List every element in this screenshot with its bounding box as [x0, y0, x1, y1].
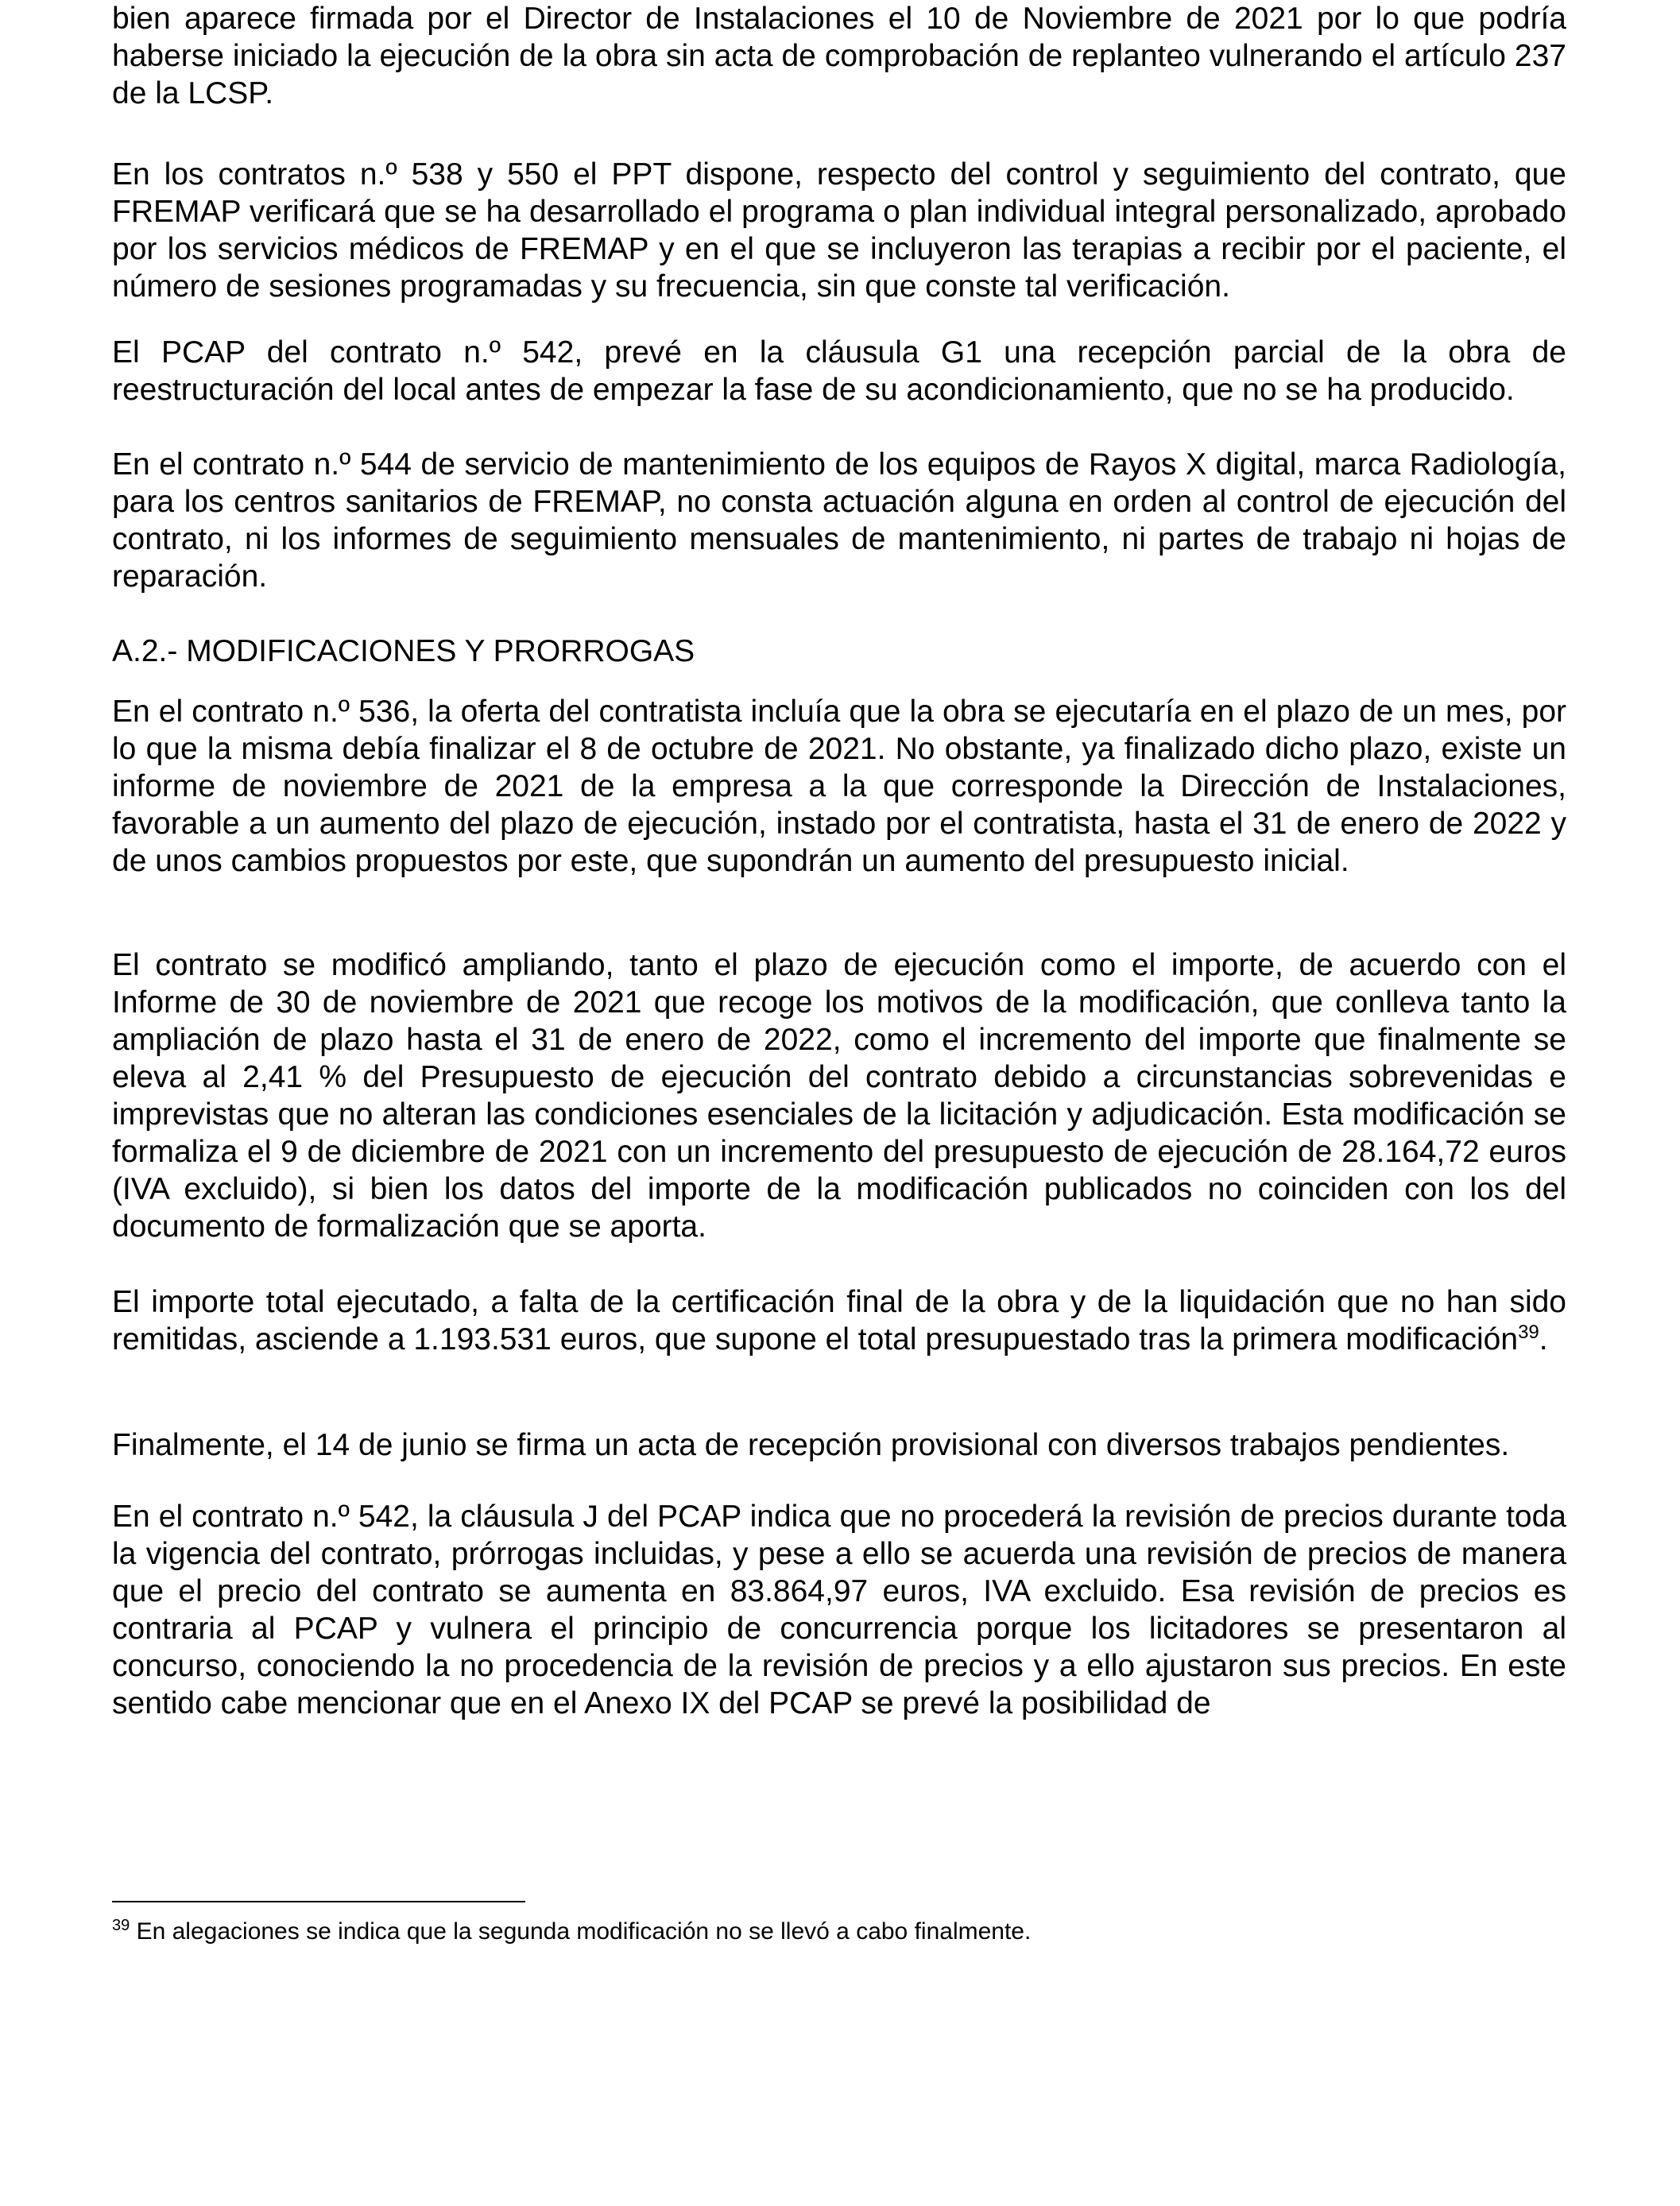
footnote-number: 39: [112, 1917, 130, 1934]
paragraph-1: bien aparece firmada por el Director de Instalaciones el 10 de Noviembre de 2021 por lo que podría haberse iniciado la ejecución de la obra sin acta de comprobación de replanteo vulnerando el artículo 237 de la LCSP.: [112, 2, 1566, 110]
paragraph-6: El contrato se modificó ampliando, tanto el plazo de ejecución como el importe, de acuerdo con el Informe de 30 de noviembre de 2021 que recoge los motivos de la modificación, que conlleva tanto la ampliación de plazo hasta el 31 de enero de 2022, como el incremento del importe que finalmente se eleva al 2,41 % del Presupuesto de ejecución del contrato debido a circunstancias sobrevenidas e imprevistas que no alteran las condiciones esenciales de la licitación y adjudicación. Esta modificación se formaliza el 9 de diciembre de 2021 con un incremento del presupuesto de ejecución de 28.164,72 euros (IVA excluido), si bien los datos del importe de la modificación publicados no coinciden con los del documento de formalización que se aporta.: [112, 948, 1566, 1244]
paragraph-7-text: El importe total ejecutado, a falta de la certificación final de la obra y de la liquidación que no han sido remitidas, asciende a 1.193.531 euros, que supone el total presupuestado tras la primera modificación: [112, 1285, 1566, 1356]
section-heading: A.2.- MODIFICACIONES Y PRORROGAS: [112, 634, 695, 668]
paragraph-5: En el contrato n.º 536, la oferta del contratista incluía que la obra se ejecutaría en el plazo de un mes, por lo que la misma debía finalizar el 8 de octubre de 2021. No obstante, ya finalizado dicho plazo, existe un informe de noviembre de 2021 de la empresa a la que corresponde la Dirección de Instalaciones, favorable a un aumento del plazo de ejecución, instado por el contratista, hasta el 31 de enero de 2022 y de unos cambios propuestos por este, que supondrán un aumento del presupuesto inicial.: [112, 695, 1566, 878]
paragraph-8: Finalmente, el 14 de junio se firma un acta de recepción provisional con diversos trabajos pendientes.: [112, 1428, 1510, 1462]
paragraph-7-end: .: [1539, 1322, 1548, 1356]
footnote-divider: [112, 1901, 525, 1902]
paragraph-3: El PCAP del contrato n.º 542, prevé en la cláusula G1 una recepción parcial de la obra de reestructuración del local antes de empezar la fase de su acondicionamiento, que no se ha producido.: [112, 335, 1566, 407]
footnote-text: En alegaciones se indica que la segunda modificación no se llevó a cabo finalmente.: [136, 1918, 1032, 1945]
footnote-reference[interactable]: 39: [1518, 1322, 1539, 1343]
paragraph-2: En los contratos n.º 538 y 550 el PPT dispone, respecto del control y seguimiento del contrato, que FREMAP verificará que se ha desarrollado el programa o plan individual integral personalizado, aprobado por los servicios médicos de FREMAP y en el que se incluyeron las terapias a recibir por el paciente, el número de sesiones programadas y su frecuencia, sin que conste tal verificación.: [112, 157, 1566, 304]
paragraph-4: En el contrato n.º 544 de servicio de mantenimiento de los equipos de Rayos X digital, marca Radiología, para los centros sanitarios de FREMAP, no consta actuación alguna en orden al control de ejecución del contrato, ni los informes de seguimiento mensuales de mantenimiento, ni partes de trabajo ni hojas de reparación.: [112, 447, 1566, 594]
footnote: [112, 1917, 1566, 1947]
paragraph-9: En el contrato n.º 542, la cláusula J del PCAP indica que no procederá la revisión de precios durante toda la vigencia del contrato, prórrogas incluidas, y pese a ello se acuerda una revisión de precios de manera que el precio del contrato se aumenta en 83.864,97 euros, IVA excluido. Esa revisión de precios es contraria al PCAP y vulnera el principio de concurrencia porque los licitadores se presentaron al concurso, conociendo la no procedencia de la revisión de precios y a ello ajustaron sus precios. En este sentido cabe mencionar que en el Anexo IX del PCAP se prevé la posibilidad de: [112, 1500, 1566, 1720]
paragraph-7: [112, 1283, 1566, 1358]
